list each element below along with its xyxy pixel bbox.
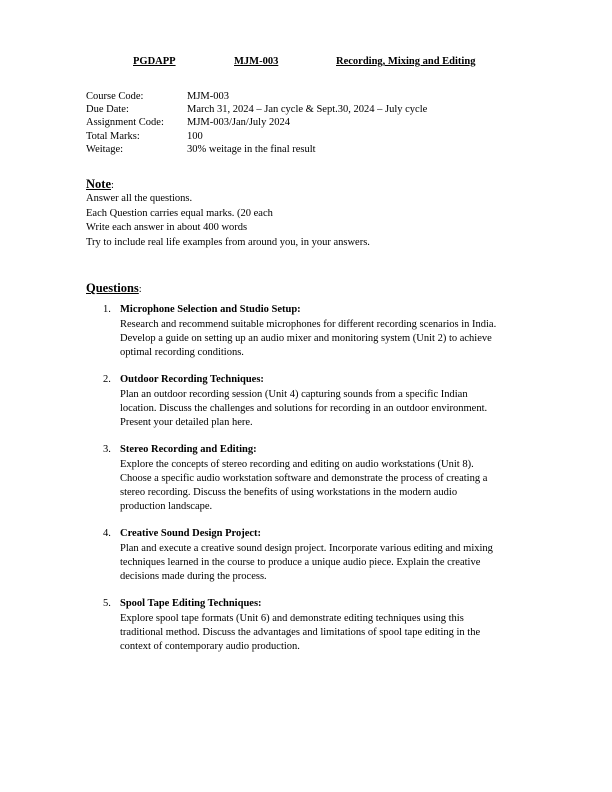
question-line: Present your detailed plan here.: [120, 417, 253, 428]
info-value: 100: [187, 130, 203, 142]
header-program: PGDAPP: [133, 56, 176, 67]
question-line: Choose a specific audio workstation software and demonstrate the process of creating a: [120, 473, 488, 484]
question-line: techniques learned in the course to produce a unique audio piece. Explain the creative: [120, 557, 481, 568]
question-number: 2.: [103, 374, 111, 385]
info-row: [86, 130, 427, 143]
note-line: Each Question carries equal marks. (20 each: [86, 207, 273, 219]
header-course-title: Recording, Mixing and Editing: [336, 56, 476, 67]
info-label: Assignment Code:: [86, 117, 164, 129]
question-line: production landscape.: [120, 501, 213, 512]
question-number: 4.: [103, 528, 111, 539]
question-line: Research and recommend suitable microphones for different recording scenarios in India.: [120, 319, 497, 330]
info-row: [86, 116, 427, 129]
question-line: Develop a guide on setting up an audio mixer and monitoring system (Unit 2) to achieve: [120, 333, 492, 344]
note-line: Try to include real life examples from around you, in your answers.: [86, 236, 370, 248]
question-line: Plan and execute a creative sound design project. Incorporate various editing and mixing: [120, 543, 493, 554]
info-row: [86, 103, 427, 116]
info-label: Total Marks:: [86, 130, 140, 142]
info-value: MJM-003/Jan/July 2024: [187, 117, 290, 129]
question-number: 3.: [103, 444, 111, 455]
question-line: traditional method. Discuss the advantages and limitations of spool tape editing in the: [120, 627, 481, 638]
note-heading-colon: :: [111, 180, 114, 191]
note-line: Write each answer in about 400 words: [86, 222, 248, 233]
question-title: Outdoor Recording Techniques:: [120, 374, 264, 385]
question-title: Creative Sound Design Project:: [120, 528, 262, 539]
info-label: Due Date:: [86, 104, 129, 116]
course-info-table: [86, 90, 427, 156]
info-label: Course Code:: [86, 91, 144, 102]
note-heading: [86, 177, 114, 192]
question-title: Microphone Selection and Studio Setup:: [120, 304, 301, 315]
question-line: stereo recording. Discuss the benefits of using workstations in the modern audio: [120, 487, 458, 498]
header-course-code: MJM-003: [234, 56, 279, 67]
note-lines: [86, 192, 370, 250]
question-body: [120, 318, 530, 360]
question-line: Explore spool tape formats (Unit 6) and demonstrate editing techniques using this: [120, 613, 464, 624]
note-heading-text: Note: [86, 177, 111, 191]
info-label: Weitage:: [86, 143, 124, 155]
question-line: Plan an outdoor recording session (Unit 4) capturing sounds from a specific Indian: [120, 389, 468, 400]
info-value: MJM-003: [187, 91, 230, 102]
question-line: optimal recording conditions.: [120, 347, 244, 358]
question-line: location. Discuss the challenges and solutions for recording in an outdoor environment.: [120, 403, 488, 414]
question-line: context of contemporary audio production.: [120, 641, 300, 652]
questions-heading-text: Questions: [86, 281, 139, 295]
note-line: Answer all the questions.: [86, 193, 193, 204]
question-body: [120, 542, 530, 584]
info-value: March 31, 2024 – Jan cycle & Sept.30, 2024 – July cycle: [187, 104, 428, 116]
question-title: Spool Tape Editing Techniques:: [120, 598, 262, 609]
question-body: [120, 612, 530, 654]
info-row: [86, 143, 427, 156]
question-body: [120, 458, 530, 514]
questions-heading-colon: :: [138, 284, 142, 295]
question-line: Explore the concepts of stereo recording and editing on audio workstations (Unit 8).: [120, 459, 474, 470]
question-number: 1.: [103, 304, 111, 315]
info-row: [86, 90, 427, 103]
question-title: Stereo Recording and Editing:: [120, 444, 257, 455]
questions-heading: [86, 281, 142, 296]
info-value: 30% weitage in the final result: [187, 143, 316, 155]
question-line: decisions made during the process.: [120, 571, 267, 582]
question-number: 5.: [103, 598, 111, 609]
question-body: [120, 388, 530, 430]
